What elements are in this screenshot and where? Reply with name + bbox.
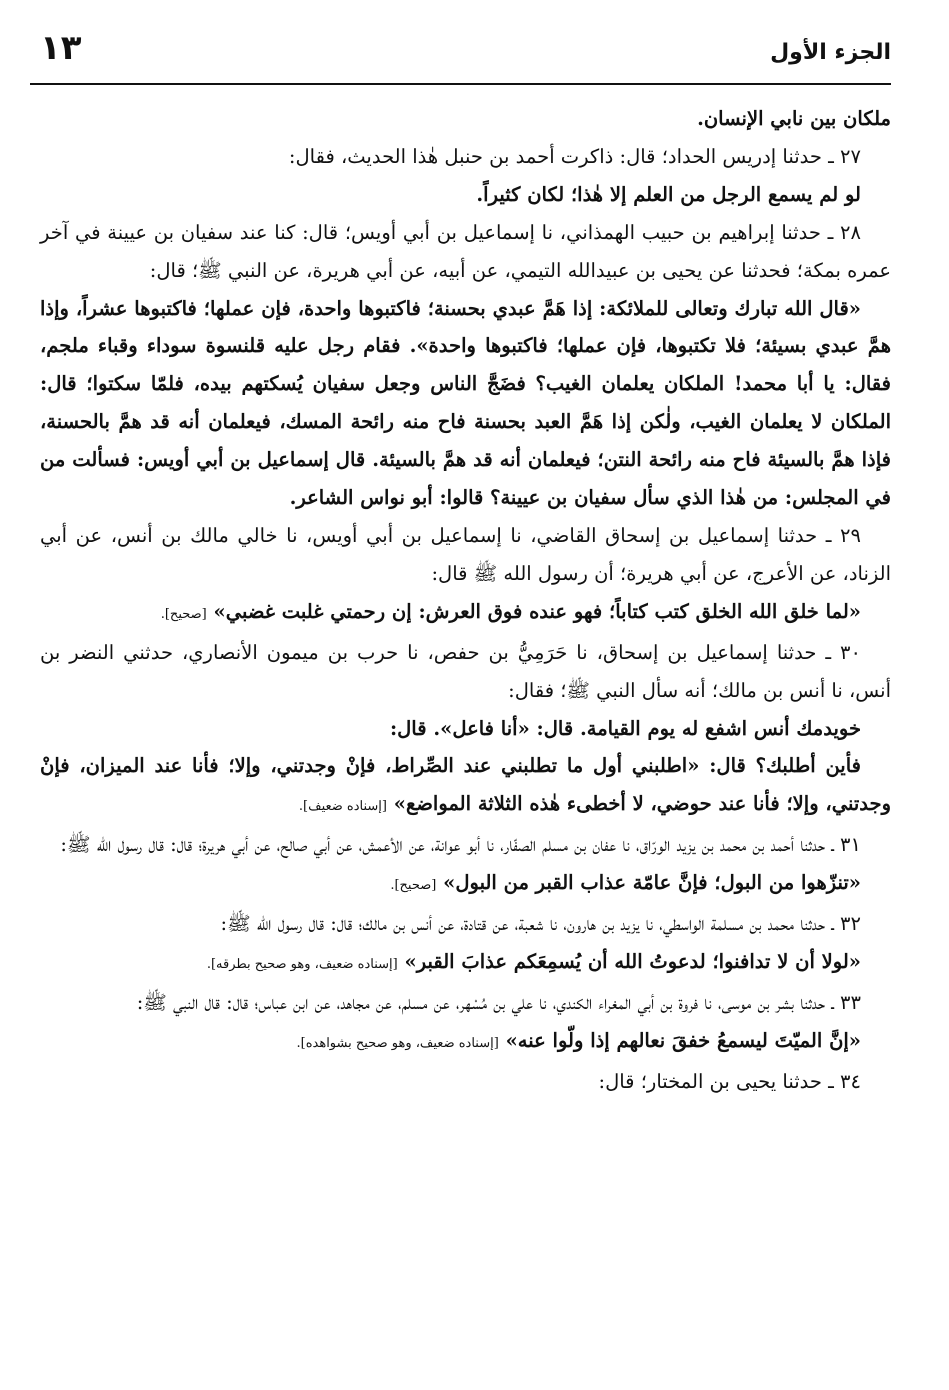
paragraph	[40, 864, 891, 905]
grade-note: [صحيح].	[390, 878, 437, 894]
paragraph-text: «قال الله تبارك وتعالى للملائكة: إذا هَمَّ عبدي بحسنة؛ فاكتبوها واحدة، فإن عملها؛ فاكتبوها عشراً، وإذا همَّ عبدي بسيئة؛ فلا تكتبوها، فإن عملها؛ فاكتبوها واحدة». فقام رجل عليه قلنسوة سوداء وقباء ملجم، فقال: يا أبا محمد! الملكان يعلمان الغيب؟ فضَجَّ الناس وجعل سفيان يُسكتهم بيده، فلمّا سكتوا؛ قال: الملكان لا يعلمان الغيب، ولٰكن إذا هَمَّ العبد بحسنة فاح منه رائحة المسك، فيعلمان أنه قد همَّ بالحسنة، فإذا همَّ بالسيئة فاح منه رائحة النتن؛ فيعلمان أنه قد همَّ بالسيئة. قال إسماعيل بن أبي أويس: فسألت من في المجلس: من هٰذا الذي سأل سفيان بن عيينة؟ قالوا: أبو نواس الشاعر.	[40, 296, 891, 510]
paragraph	[40, 747, 891, 826]
paragraph	[40, 943, 891, 984]
paragraph-text: ٣٠ ـ حدثنا إسماعيل بن إسحاق، نا حَرَمِيُّ بن حفص، نا حرب بن ميمون الأنصاري، حدثني النضر بن أنس، نا أنس بن مالك؛ أنه سأل النبي ﷺ؛ فقال:	[40, 640, 891, 702]
paragraph-text: ملكان بين نابي الإنسان.	[697, 107, 891, 130]
paragraph-text: ٢٧ ـ حدثنا إدريس الحداد؛ قال: ذاكرت أحمد بن حنبل هٰذا الحديث، فقال:	[288, 144, 861, 168]
paragraph	[40, 984, 891, 1022]
grade-note: [إسناده ضعيف، وهو صحيح بطرقه].	[206, 956, 398, 972]
paragraph	[40, 290, 891, 517]
page-header	[40, 28, 891, 76]
paragraph	[40, 634, 891, 710]
paragraph	[40, 710, 891, 748]
paragraph-text: فأين أطلبك؟ قال: «اطلبني أول ما تطلبني عند الصِّراط، فإنْ وجدتني، وإلا؛ فأنا عند الميزان، فإنْ وجدتني، وإلا؛ فأنا عند حوضي، لا أخطىء هٰذه الثلاثة المواضع»	[40, 754, 891, 816]
paragraph	[40, 138, 891, 176]
paragraph-text: ٢٨ ـ حدثنا إبراهيم بن حبيب الهمذاني، نا إسماعيل بن أبي أويس؛ قال: كنا عند سفيان بن عيينة في آخر عمره بمكة؛ فحدثنا عن يحيى بن عبيدالله التيمي، عن أبيه، عن أبي هريرة، عن النبي ﷺ؛ قال:	[40, 220, 891, 282]
paragraph-text: ٢٩ ـ حدثنا إسماعيل بن إسحاق القاضي، نا إسماعيل بن أبي أويس، نا خالي مالك بن أنس، عن أبي الزناد، عن الأعرج، عن أبي هريرة؛ أن رسول الله ﷺ قال:	[40, 523, 891, 585]
paragraph	[40, 176, 891, 214]
paragraph-text: ٣٣ ـ حدثنا بشر بن موسى، نا فروة بن أبي المغراء الكندي، نا علي بن مُسْهر، عن مسلم، عن مجاهد، عن ابن عباس؛ قال: قال النبي ﷺ:	[136, 990, 861, 1014]
paragraph-text: «لولا أن لا تدافنوا؛ لدعوتُ الله أن يُسمِعَكم عذابَ القبر»	[404, 949, 861, 973]
paragraph	[40, 905, 891, 943]
paragraph	[40, 826, 891, 864]
text-body	[40, 100, 891, 1101]
paragraph	[40, 517, 891, 593]
paragraph-text: ٣١ ـ حدثنا أحمد بن محمد بن يزيد الورّاق، نا عفان بن مسلم الصفّار، نا أبو عوانة، عن الأعمش، عن أبي صالح، عن أبي هريرة؛ قال: قال رسول الله ﷺ:	[60, 833, 861, 857]
running-title: الجزء الأول	[770, 40, 891, 65]
paragraph-text: ٣٢ ـ حدثنا محمد بن مسلمة الواسطي، نا يزيد بن هارون، نا شعبة، عن قتادة، عن أنس بن مالك؛ قال: قال رسول الله ﷺ:	[220, 912, 861, 936]
paragraph-text: «تنزّهوا من البول؛ فإنَّ عامّة عذاب القبر من البول»	[443, 871, 861, 895]
paragraph-text: لو لم يسمع الرجل من العلم إلا هٰذا؛ لكان كثيراً.	[476, 182, 861, 206]
page-number: ١٣	[40, 28, 82, 68]
paragraph-text: «لما خلق الله الخلق كتب كتاباً؛ فهو عنده فوق العرش: إن رحمتي غلبت غضبي»	[213, 599, 861, 623]
paragraph	[40, 214, 891, 290]
grade-note: [إسناده ضعيف، وهو صحيح بشواهده].	[296, 1035, 499, 1051]
paragraph	[40, 1022, 891, 1063]
paragraph	[40, 1063, 891, 1101]
grade-note: [إسناده ضعيف].	[298, 799, 387, 815]
paragraph	[40, 100, 891, 138]
paragraph-text: ٣٤ ـ حدثنا يحيى بن المختار؛ قال:	[598, 1069, 861, 1093]
header-rule	[30, 83, 891, 85]
paragraph-text: خويدمك أنس اشفع له يوم القيامة. قال: «أنا فاعل». قال:	[389, 716, 861, 740]
paragraph	[40, 593, 891, 634]
grade-note: [صحيح].	[160, 606, 207, 622]
paragraph-text: «إنَّ الميّتَ ليسمعُ خفقَ نعالهم إذا ولّوا عنه»	[505, 1028, 861, 1052]
